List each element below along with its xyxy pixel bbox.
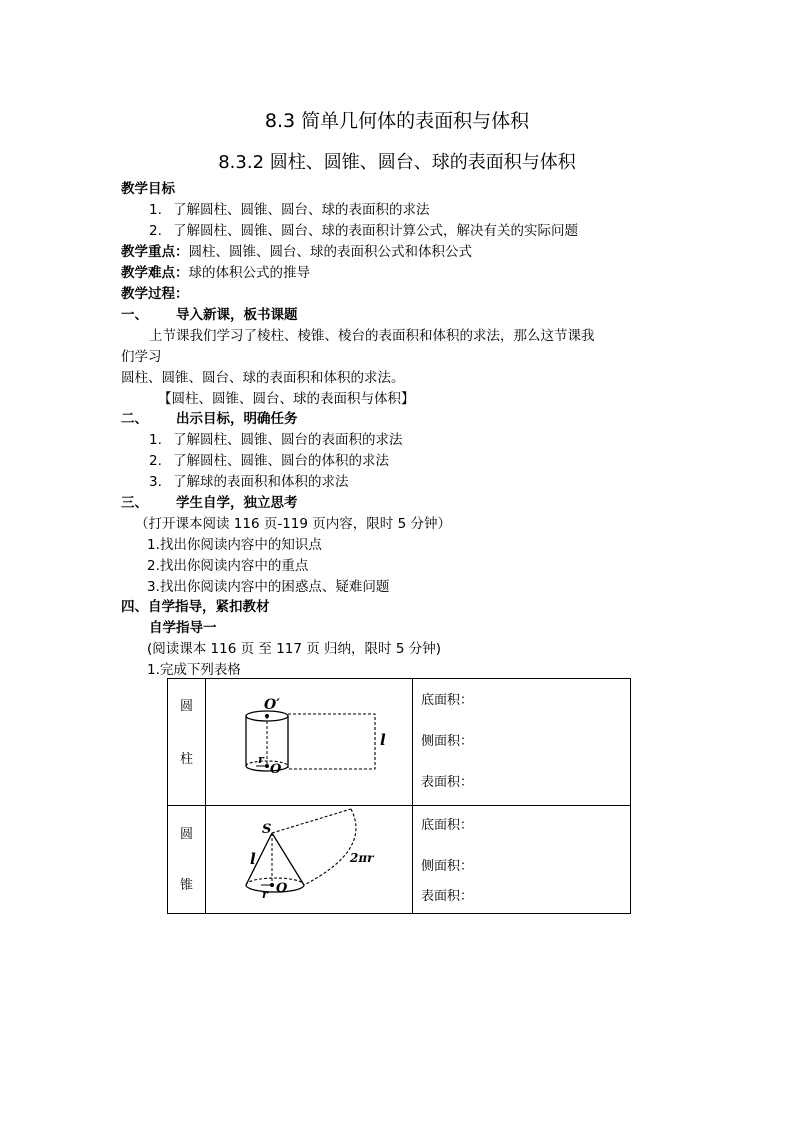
objective-text: 了解圆柱、圆锥、圆台、球的表面积的求法 (173, 202, 430, 218)
section-2-item (149, 452, 389, 470)
cone-base-center (270, 883, 274, 887)
section-3-heading (121, 494, 298, 512)
process-heading: 教学过程： (121, 286, 189, 302)
key-points (121, 243, 472, 261)
difficulty-label: 教学难点： (121, 265, 189, 281)
section-3-item: 1.找出你阅读内容中的知识点 (147, 537, 322, 553)
solid-name-char: 圆 (179, 699, 193, 714)
formula-cell (413, 679, 631, 806)
label-r: r (262, 888, 268, 901)
section-2-heading (121, 410, 298, 428)
solid-name-char: 锥 (179, 878, 193, 893)
difficulty-text: 球的体积公式的推导 (188, 265, 310, 281)
item-num: 2. (149, 453, 162, 469)
cylinder-bottom-center (265, 764, 269, 768)
section-1-heading (121, 306, 298, 324)
solid-name-char: 圆 (179, 827, 193, 842)
objective-item (149, 222, 578, 240)
lateral-area-label: 侧面积： (421, 859, 474, 874)
section-3-item: 3.找出你阅读内容中的困惑点、疑难问题 (147, 579, 390, 595)
formula-cell (413, 806, 631, 914)
cylinder-figure (206, 679, 412, 801)
label-arc: 2πr (350, 851, 374, 865)
lateral-unfold-rect (288, 714, 375, 769)
solid-name-cell (168, 679, 206, 806)
sector-top-edge (272, 809, 351, 833)
label-o: O (270, 762, 282, 777)
base-area-label: 底面积： (421, 818, 474, 833)
objective-num: 2. (149, 223, 162, 239)
task-instruction: 1.完成下列表格 (147, 662, 241, 678)
key-points-label: 教学重点： (121, 244, 189, 260)
label-o: O (276, 881, 288, 896)
section-1-para: 圆柱、圆锥、圆台、球的表面积和体积的求法。 (121, 370, 405, 386)
section-2-item (149, 473, 349, 491)
solids-table (167, 678, 631, 914)
solid-name-char: 柱 (179, 752, 193, 767)
difficulty (121, 264, 310, 282)
section-3-note: （打开课本阅读 116 页-119 页内容，限时 5 分钟） (135, 516, 451, 532)
cylinder-top-center (265, 714, 269, 718)
label-s: S (262, 822, 272, 837)
base-area-label: 底面积： (421, 693, 474, 708)
section-num: 二、 (121, 411, 148, 427)
objective-text: 了解圆柱、圆锥、圆台、球的表面积计算公式，解决有关的实际问题 (173, 223, 578, 239)
section-2-item (149, 431, 403, 449)
cone-right-edge (272, 833, 304, 885)
surface-area-label: 表面积： (421, 889, 474, 904)
key-points-text: 圆柱、圆锥、圆台、球的表面积公式和体积公式 (188, 244, 472, 260)
label-l: l (250, 850, 256, 868)
section-3-item: 2.找出你阅读内容中的重点 (147, 558, 309, 574)
cone-base-front (246, 885, 304, 892)
section-title: 出示目标，明确任务 (176, 411, 298, 427)
section-1-para: 们学习 (121, 349, 162, 365)
lateral-area-label: 侧面积： (421, 734, 474, 749)
section-num: 三、 (121, 495, 148, 511)
page-title: 8.3 简单几何体的表面积与体积 (264, 110, 530, 132)
section-title: 导入新课，板书课题 (176, 307, 298, 323)
objectives-heading: 教学目标 (121, 181, 175, 197)
page-subtitle: 8.3.2 圆柱、圆锥、圆台、球的表面积与体积 (218, 152, 576, 173)
cone-figure-cell (206, 806, 413, 914)
section-4-heading: 四、自学指导，紧扣教材 (121, 599, 270, 615)
item-text: 了解圆柱、圆锥、圆台的表面积的求法 (173, 432, 403, 448)
cone-base-back (246, 878, 304, 885)
surface-area-label: 表面积： (421, 775, 474, 790)
table-row (168, 679, 631, 806)
section-1-para: 上节课我们学习了棱柱、棱锥、棱台的表面积和体积的求法，那么这节课我 (149, 328, 595, 344)
section-1-board: 【圆柱、圆锥、圆台、球的表面积与体积】 (158, 391, 415, 407)
item-num: 1. (149, 432, 162, 448)
objective-num: 1. (149, 202, 162, 218)
item-num: 3. (149, 474, 162, 490)
section-title: 学生自学，独立思考 (176, 495, 298, 511)
objective-item (149, 201, 430, 219)
item-text: 了解球的表面积和体积的求法 (173, 474, 349, 490)
label-l: l (380, 731, 386, 749)
cylinder-figure-cell (206, 679, 413, 806)
guide-title: 自学指导一 (149, 620, 217, 636)
solid-name-cell (168, 806, 206, 914)
label-r: r (258, 753, 264, 766)
guide-note: (阅读课本 116 页 至 117 页 归纳，限时 5 分钟) (147, 641, 441, 657)
section-num: 一、 (121, 307, 148, 323)
table-row (168, 806, 631, 914)
label-o-prime: O′ (264, 697, 280, 713)
item-text: 了解圆柱、圆锥、圆台的体积的求法 (173, 453, 389, 469)
cone-figure (206, 806, 412, 909)
